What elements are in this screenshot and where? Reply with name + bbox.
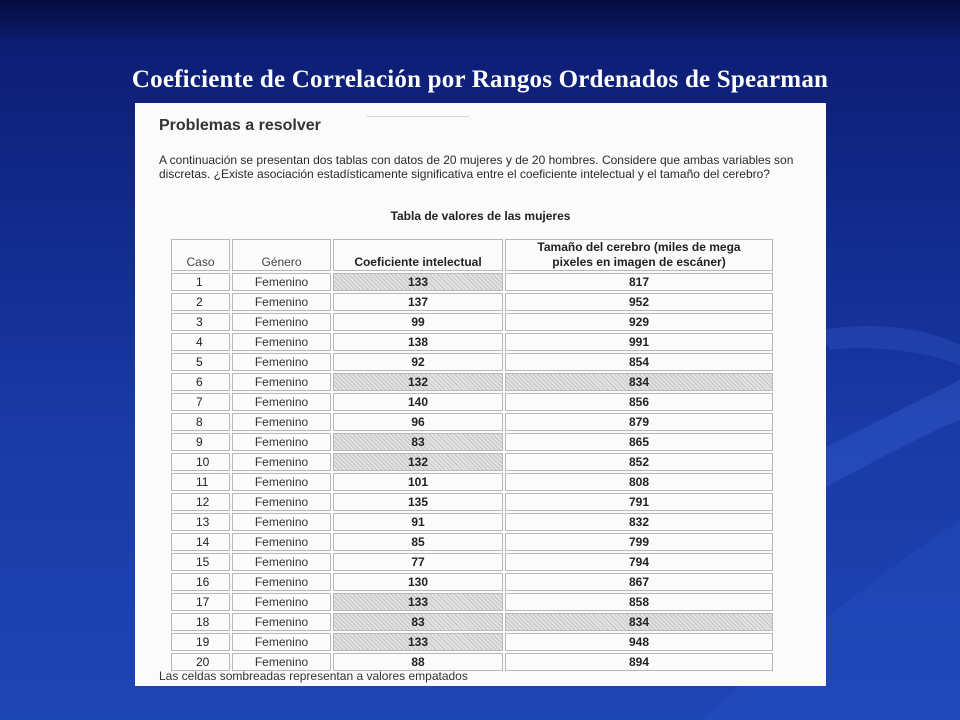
cell-genero: Femenino	[232, 313, 331, 331]
cell-caso: 1	[171, 273, 230, 291]
table-row	[171, 333, 773, 351]
cell-caso: 9	[171, 433, 230, 451]
table-caption: Tabla de valores de las mujeres	[390, 209, 571, 223]
cell-tamano: 854	[505, 353, 773, 371]
bleed-through-text: ────────────	[367, 109, 470, 123]
table-row	[171, 613, 773, 631]
table-row	[171, 493, 773, 511]
cell-tamano: 867	[505, 573, 773, 591]
cell-coeficiente: 88	[333, 653, 503, 671]
cell-tamano: 794	[505, 553, 773, 571]
cell-coeficiente: 99	[333, 313, 503, 331]
cell-genero: Femenino	[232, 353, 331, 371]
document-intro: A continuación se presentan dos tablas con datos de 20 mujeres y de 20 hombres. Considere que ambas variables son discretas. ¿Existe asociación estadísticamente significativa entre el coeficiente intelectual y el tamaño del cerebro?	[159, 153, 794, 181]
cell-genero: Femenino	[232, 553, 331, 571]
table-row	[171, 633, 773, 651]
cell-tamano: 808	[505, 473, 773, 491]
cell-genero: Femenino	[232, 293, 331, 311]
table-footnote: Las celdas sombreadas representan a valores empatados	[159, 669, 468, 683]
cell-caso: 7	[171, 393, 230, 411]
table-row	[171, 553, 773, 571]
cell-coeficiente: 130	[333, 573, 503, 591]
cell-tamano: 991	[505, 333, 773, 351]
cell-coeficiente: 140	[333, 393, 503, 411]
table-row	[171, 413, 773, 431]
cell-tamano: 894	[505, 653, 773, 671]
cell-genero: Femenino	[232, 653, 331, 671]
table-row	[171, 573, 773, 591]
cell-genero: Femenino	[232, 373, 331, 391]
cell-genero: Femenino	[232, 513, 331, 531]
table-row	[171, 293, 773, 311]
cell-coeficiente: 92	[333, 353, 503, 371]
cell-tamano: 834	[505, 613, 773, 631]
cell-coeficiente: 132	[333, 453, 503, 471]
table-row	[171, 373, 773, 391]
table-row	[171, 593, 773, 611]
slide-title: Coeficiente de Correlación por Rangos Ordenados de Spearman	[131, 66, 829, 93]
cell-caso: 6	[171, 373, 230, 391]
cell-tamano: 799	[505, 533, 773, 551]
table-row	[171, 453, 773, 471]
cell-genero: Femenino	[232, 493, 331, 511]
column-header-genero: Género	[232, 239, 331, 271]
cell-genero: Femenino	[232, 413, 331, 431]
column-header-caso: Caso	[171, 239, 230, 271]
cell-tamano: 948	[505, 633, 773, 651]
table-row	[171, 273, 773, 291]
cell-coeficiente: 132	[333, 373, 503, 391]
cell-genero: Femenino	[232, 593, 331, 611]
table-row	[171, 513, 773, 531]
cell-coeficiente: 101	[333, 473, 503, 491]
cell-coeficiente: 96	[333, 413, 503, 431]
cell-genero: Femenino	[232, 573, 331, 591]
column-header-tamano: Tamaño del cerebro (miles de mega pixeles en imagen de escáner)	[505, 239, 773, 271]
table-header-row	[171, 239, 773, 271]
cell-genero: Femenino	[232, 453, 331, 471]
cell-coeficiente: 133	[333, 273, 503, 291]
column-header-coeficiente: Coeficiente intelectual	[333, 239, 503, 271]
cell-genero: Femenino	[232, 433, 331, 451]
cell-tamano: 929	[505, 313, 773, 331]
cell-caso: 18	[171, 613, 230, 631]
cell-caso: 4	[171, 333, 230, 351]
cell-caso: 19	[171, 633, 230, 651]
cell-genero: Femenino	[232, 473, 331, 491]
cell-caso: 20	[171, 653, 230, 671]
cell-caso: 2	[171, 293, 230, 311]
cell-caso: 10	[171, 453, 230, 471]
cell-genero: Femenino	[232, 273, 331, 291]
cell-caso: 14	[171, 533, 230, 551]
cell-caso: 16	[171, 573, 230, 591]
table-row	[171, 433, 773, 451]
cell-caso: 15	[171, 553, 230, 571]
cell-genero: Femenino	[232, 393, 331, 411]
cell-caso: 12	[171, 493, 230, 511]
cell-coeficiente: 138	[333, 333, 503, 351]
cell-caso: 11	[171, 473, 230, 491]
cell-coeficiente: 91	[333, 513, 503, 531]
cell-coeficiente: 137	[333, 293, 503, 311]
cell-caso: 3	[171, 313, 230, 331]
cell-tamano: 865	[505, 433, 773, 451]
table-row	[171, 353, 773, 371]
cell-caso: 17	[171, 593, 230, 611]
document-heading: Problemas a resolver	[159, 117, 321, 134]
cell-caso: 5	[171, 353, 230, 371]
cell-genero: Femenino	[232, 333, 331, 351]
cell-coeficiente: 83	[333, 433, 503, 451]
table-row	[171, 533, 773, 551]
cell-caso: 8	[171, 413, 230, 431]
cell-tamano: 858	[505, 593, 773, 611]
cell-tamano: 817	[505, 273, 773, 291]
cell-genero: Femenino	[232, 533, 331, 551]
cell-tamano: 879	[505, 413, 773, 431]
table-row	[171, 393, 773, 411]
table-row	[171, 473, 773, 491]
cell-genero: Femenino	[232, 633, 331, 651]
cell-coeficiente: 135	[333, 493, 503, 511]
cell-tamano: 852	[505, 453, 773, 471]
scanned-document	[135, 103, 826, 686]
women-data-table	[169, 237, 775, 673]
cell-genero: Femenino	[232, 613, 331, 631]
cell-tamano: 952	[505, 293, 773, 311]
cell-coeficiente: 133	[333, 593, 503, 611]
cell-coeficiente: 133	[333, 633, 503, 651]
cell-tamano: 832	[505, 513, 773, 531]
cell-tamano: 791	[505, 493, 773, 511]
cell-tamano: 856	[505, 393, 773, 411]
cell-caso: 13	[171, 513, 230, 531]
cell-coeficiente: 83	[333, 613, 503, 631]
cell-coeficiente: 77	[333, 553, 503, 571]
cell-tamano: 834	[505, 373, 773, 391]
table-row	[171, 313, 773, 331]
cell-coeficiente: 85	[333, 533, 503, 551]
